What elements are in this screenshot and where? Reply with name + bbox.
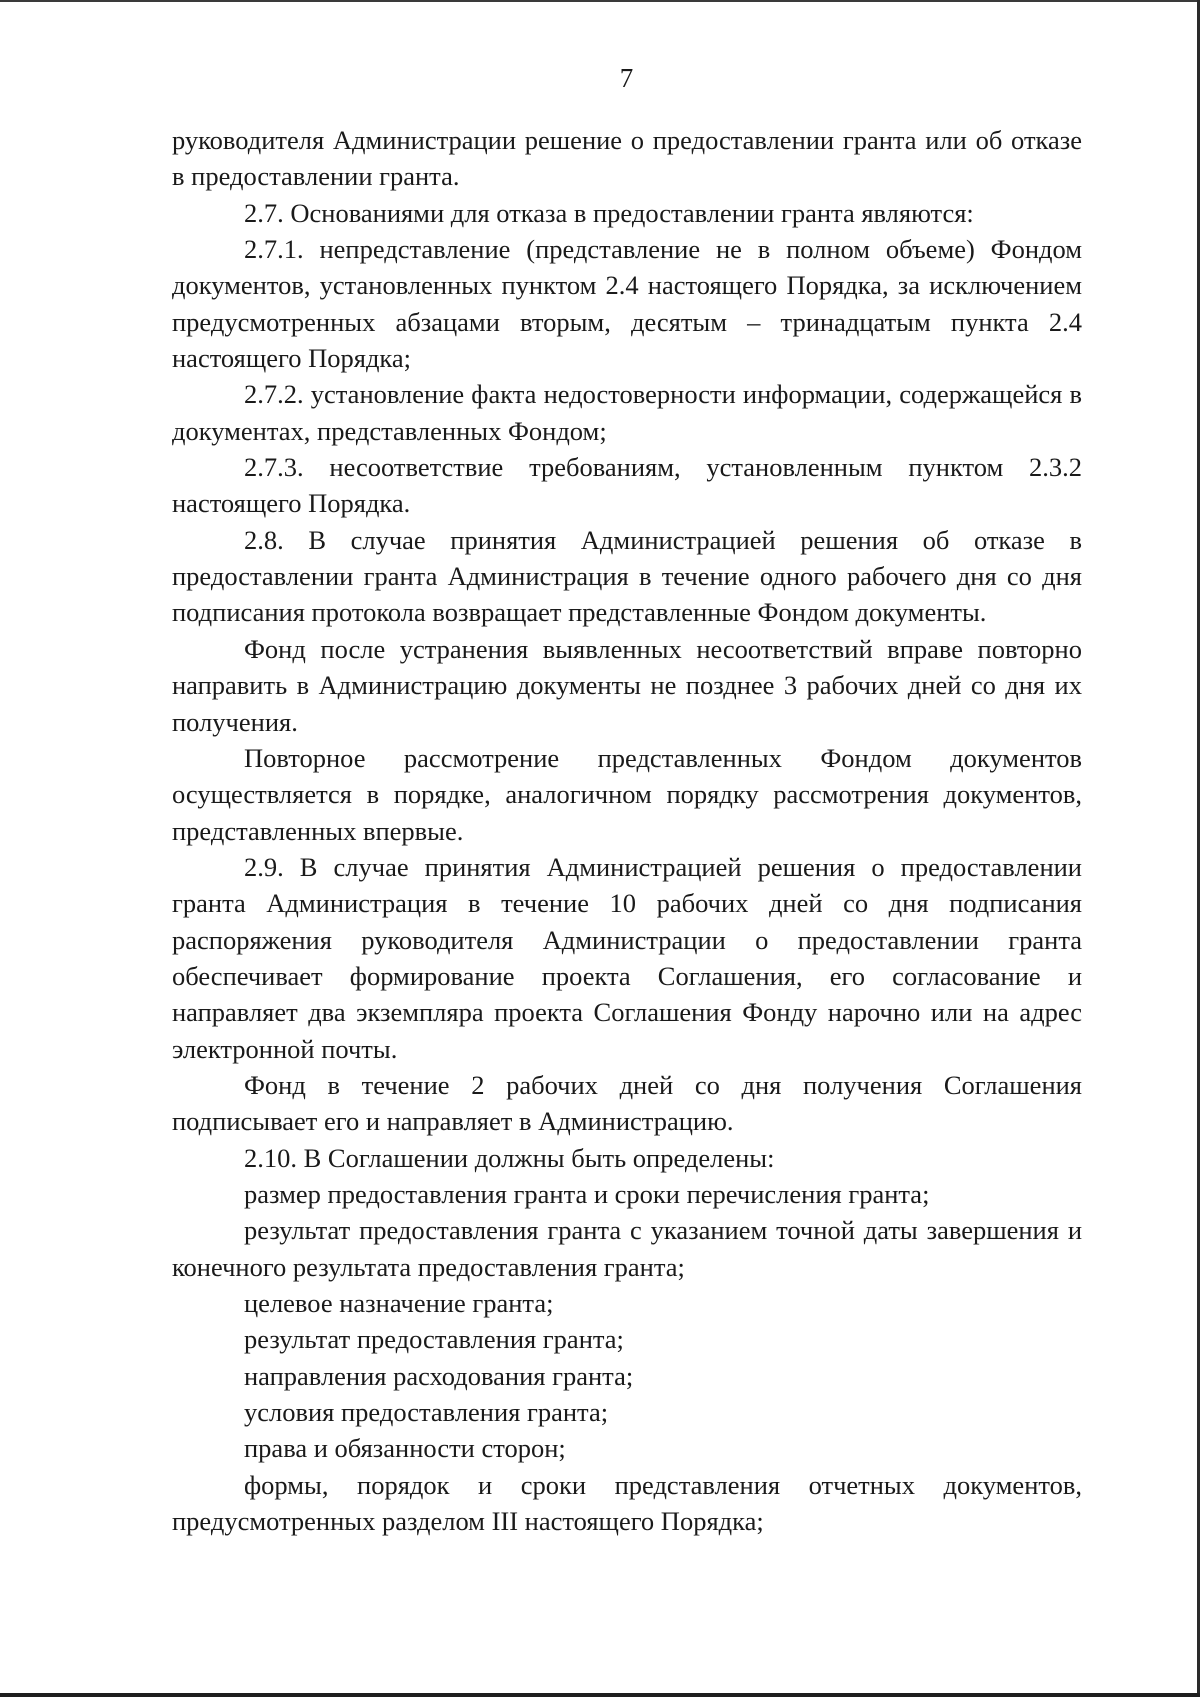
- paragraph-continuation: руководителя Администрации решение о предоставлении гранта или об отказе в предоставлении гранта.: [172, 125, 1082, 192]
- paragraph-2-10: 2.10. В Соглашении должны быть определены:: [244, 1142, 775, 1173]
- paragraph-2-7-1: 2.7.1. непредставление (представление не в полном объеме) Фондом документов, установленных пунктом 2.4 настоящего Порядка, за исключением предусмотренных абзацами вторым, десятым – тринадцатым пункта 2.4 настоящего Порядка;: [172, 234, 1082, 374]
- list-item-grant-conditions: условия предоставления гранта;: [244, 1397, 609, 1428]
- paragraph-repeat-review: Повторное рассмотрение представленных Фондом документов осуществляется в порядке, аналогичном порядку рассмотрения документов, представленных впервые.: [172, 742, 1082, 846]
- list-item-reporting-forms: формы, порядок и сроки представления отчетных документов, предусмотренных разделом III настоящего Порядка;: [172, 1469, 1082, 1537]
- list-item-rights-duties: права и обязанности сторон;: [244, 1433, 566, 1464]
- page-number: 7: [619, 63, 634, 93]
- scan-edge-bottom: [0, 1693, 1200, 1697]
- paragraph-2-7: 2.7. Основаниями для отказа в предоставлении гранта являются:: [244, 197, 974, 228]
- paragraph-2-8: 2.8. В случае принятия Администрацией решения об отказе в предоставлении гранта Администрация в течение одного рабочего дня со дня подписания протокола возвращает представленные Фондом документы.: [172, 524, 1082, 628]
- paragraph-2-7-3: 2.7.3. несоответствие требованиям, установленным пунктом 2.3.2 настоящего Порядка.: [172, 452, 1082, 519]
- list-item-grant-size: размер предоставления гранта и сроки перечисления гранта;: [244, 1178, 930, 1209]
- paragraph-2-9: 2.9. В случае принятия Администрацией решения о предоставлении гранта Администрация в течение 10 рабочих дней со дня подписания распоряжения руководителя Администрации о предоставлении гранта обеспечивает формирование проекта Соглашения, его согласование и направляет два экземпляра проекта Соглашения Фонду нарочно или на адрес электронной почты.: [172, 851, 1082, 1064]
- paragraph-fund-sign: Фонд в течение 2 рабочих дней со дня получения Соглашения подписывает его и направляет в Администрацию.: [172, 1069, 1082, 1137]
- scan-edge-top: [0, 0, 1200, 2]
- paragraph-2-7-2: 2.7.2. установление факта недостоверности информации, содержащейся в документах, представленных Фондом;: [172, 379, 1082, 446]
- list-item-grant-purpose: целевое назначение гранта;: [244, 1288, 554, 1318]
- list-item-grant-result-date: результат предоставления гранта с указанием точной даты завершения и конечного результата предоставления гранта;: [172, 1215, 1082, 1282]
- list-item-spending-directions: направления расходования гранта;: [244, 1360, 634, 1391]
- list-item-grant-result: результат предоставления гранта;: [244, 1324, 624, 1355]
- document-body: [172, 122, 1082, 1539]
- paragraph-fund-resubmit: Фонд после устранения выявленных несоответствий вправе повторно направить в Администрацию документы не позднее 3 рабочих дней со дня их получения.: [172, 633, 1082, 737]
